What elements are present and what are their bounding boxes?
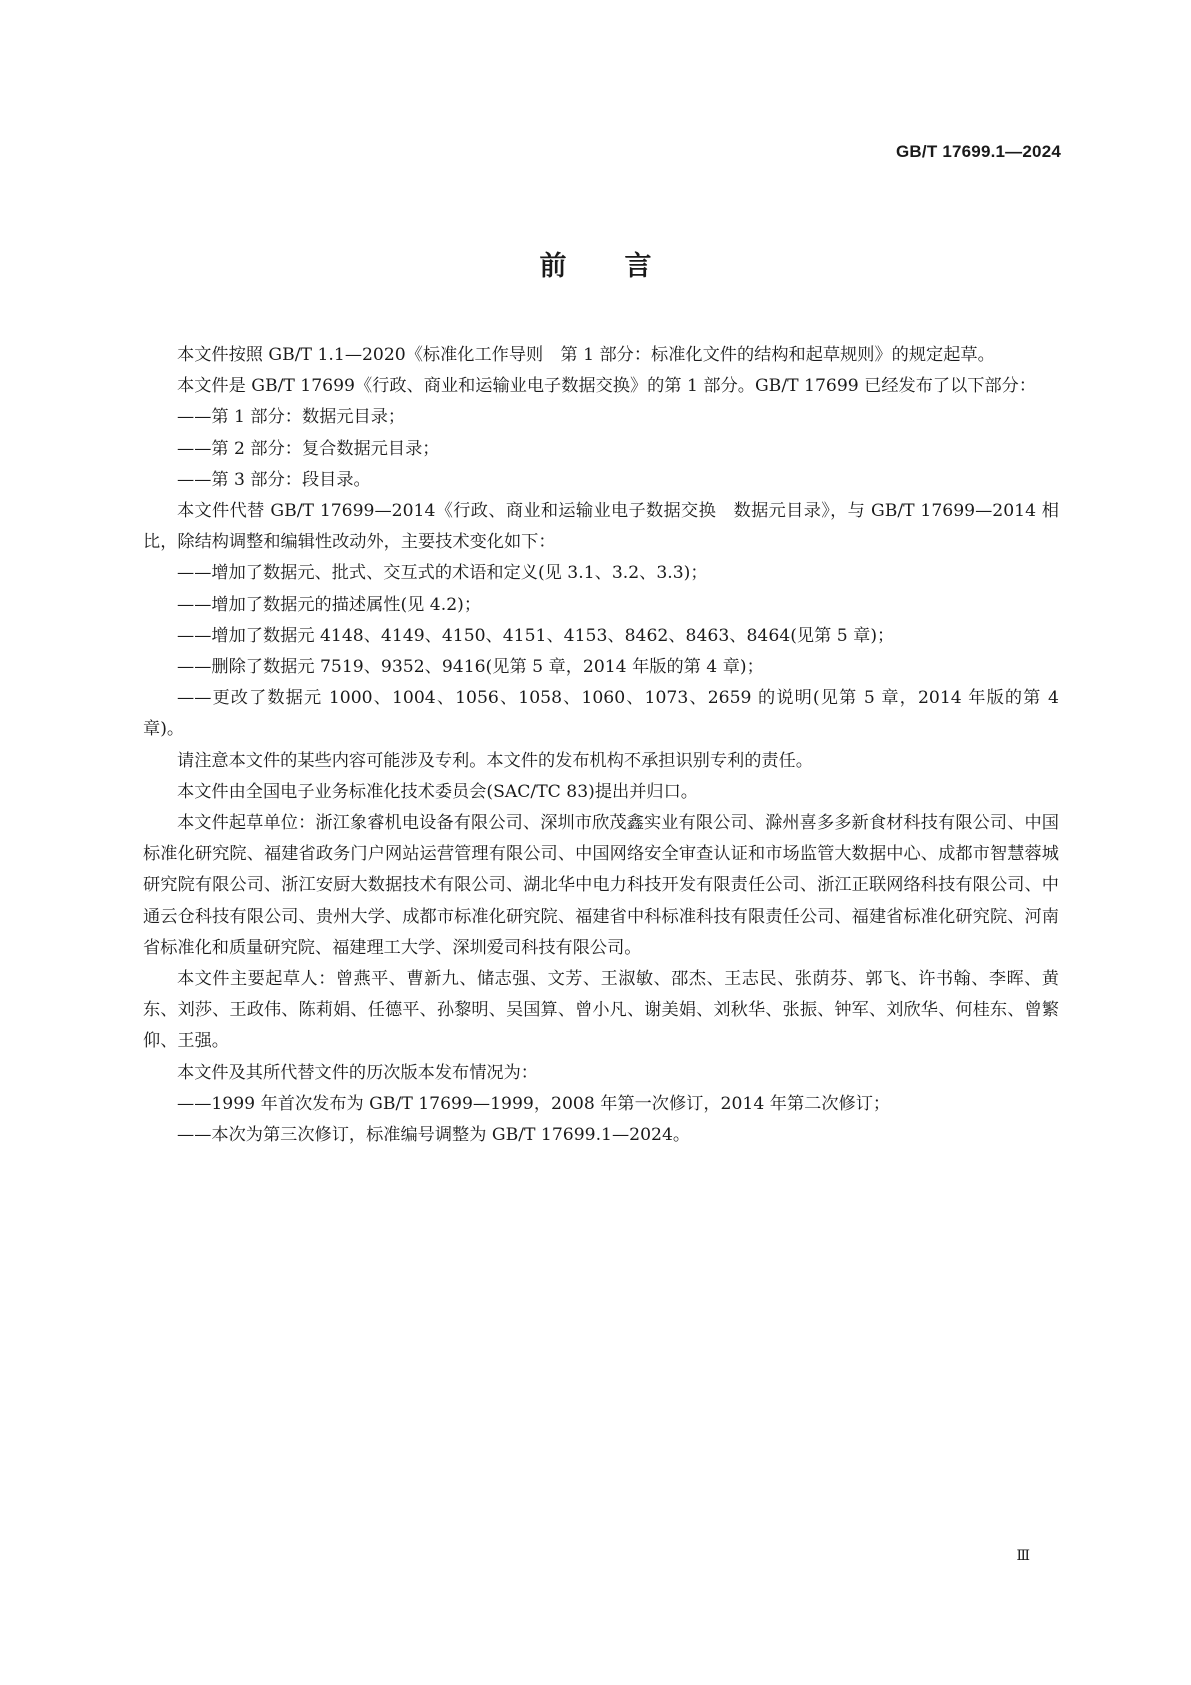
paragraph-committee: 本文件由全国电子业务标准化技术委员会(SAC/TC 83)提出并归口。 — [177, 781, 698, 802]
list-item: ——本次为第三次修订，标准编号调整为 GB/T 17699.1—2024。 — [177, 1125, 691, 1146]
paragraph-drafting-rules: 本文件按照 GB/T 1.1—2020《标准化工作导则 第 1 部分：标准化文件的结构和起草规则》的规定起草。 — [177, 345, 995, 365]
list-item: ——增加了数据元、批式、交互式的术语和定义(见 3.1、3.2、3.3)； — [177, 563, 708, 584]
paragraph-patent-notice: 请注意本文件的某些内容可能涉及专利。本文件的发布机构不承担识别专利的责任。 — [177, 750, 813, 771]
paragraph-drafters: 本文件主要起草人：曾燕平、曹新九、储志强、文芳、王淑敏、邵杰、王志民、张荫芬、郭飞、许书翰、李晖、黄东、刘莎、王政伟、陈莉娟、任德平、孙黎明、吴国算、曾小凡、谢美娟、刘秋华、张振、钟军、刘欣华、何桂东、曾繁仰、王强。 — [143, 969, 1059, 1052]
page-title: 前言 — [539, 251, 710, 282]
list-item: ——删除了数据元 7519、9352、9416(见第 5 章，2014 年版的第 4 章)； — [177, 657, 764, 678]
paragraph-replacement: 本文件代替 GB/T 17699—2014《行政、商业和运输业电子数据交换 数据元目录》，与 GB/T 17699—2014 相比，除结构调整和编辑性改动外，主要技术变化如下： — [143, 501, 1059, 553]
paragraph-drafting-units: 本文件起草单位：浙江象睿机电设备有限公司、深圳市欣茂鑫实业有限公司、滁州喜多多新食材科技有限公司、中国标准化研究院、福建省政务门户网站运营管理有限公司、中国网络安全审查认证和市场监管大数据中心、成都市智慧蓉城研究院有限公司、浙江安厨大数据技术有限公司、湖北华中电力科技开发有限责任公司、浙江正联网络科技有限公司、中通云仓科技有限公司、贵州大学、成都市标准化研究院、福建省中科标准科技有限责任公司、福建省标准化研究院、河南省标准化和质量研究院、福建理工大学、深圳爱司科技有限公司。 — [143, 813, 1059, 958]
standard-code: GB/T 17699.1—2024 — [896, 142, 1061, 161]
list-item: ——第 1 部分：数据元目录； — [177, 407, 406, 428]
list-item: ——更改了数据元 1000、1004、1056、1058、1060、1073、2659 的说明(见第 5 章，2014 年版的第 4 章)。 — [143, 688, 1059, 740]
list-item: ——第 3 部分：段目录。 — [177, 469, 371, 490]
list-item: ——1999 年首次发布为 GB/T 17699—1999，2008 年第一次修订，2014 年第二次修订； — [177, 1093, 891, 1114]
paragraph-part-info: 本文件是 GB/T 17699《行政、商业和运输业电子数据交换》的第 1 部分。GB/T 17699 已经发布了以下部分： — [177, 376, 1037, 397]
page-number: Ⅲ — [1016, 1548, 1030, 1564]
list-item: ——增加了数据元 4148、4149、4150、4151、4153、8462、8463、8464(见第 5 章)； — [177, 625, 895, 646]
foreword-body — [143, 340, 1059, 1151]
paragraph-version-history: 本文件及其所代替文件的历次版本发布情况为： — [177, 1062, 538, 1083]
list-item: ——第 2 部分：复合数据元目录； — [177, 438, 440, 459]
list-item: ——增加了数据元的描述属性(见 4.2)； — [177, 594, 482, 615]
